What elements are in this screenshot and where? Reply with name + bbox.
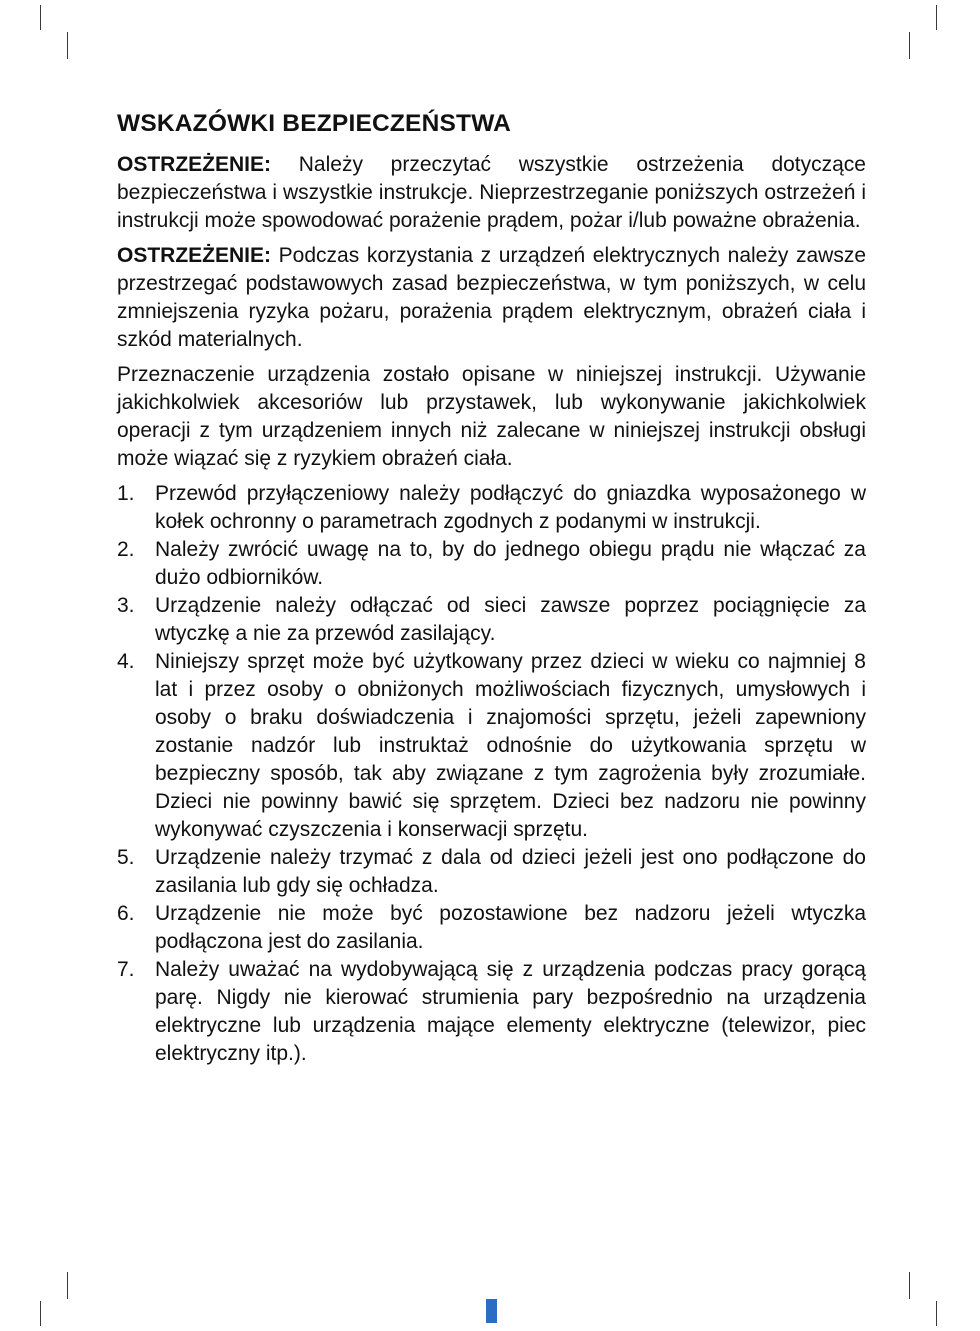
list-item-text: Urządzenie nie może być pozostawione bez nadzoru jeżeli wtyczka podłączona jest do zasilania. bbox=[155, 902, 866, 953]
crop-mark-bottom-left-inner bbox=[67, 1272, 68, 1299]
list-item-number: 7. bbox=[117, 958, 135, 981]
crop-mark-top-right-outer bbox=[936, 5, 937, 30]
crop-mark-top-left-outer bbox=[40, 5, 41, 30]
warning-paragraph-2 bbox=[117, 242, 866, 354]
warning-lead: OSTRZEŻENIE: bbox=[117, 244, 272, 267]
crop-mark-top-right-inner bbox=[909, 32, 910, 59]
list-item-number: 1. bbox=[117, 482, 135, 505]
list-item-text: Niniejszy sprzęt może być użytkowany przez dzieci w wieku co najmniej 8 lat i przez osoby o obniżonych możliwościach fizycznych, umysłowych i osoby o braku doświadczenia i znajomości sprzętu, jeżeli zapewniony zostanie nadzór lub instruktaż odnośnie do użytkowania sprzętu w bezpieczny sposób, tak aby związane z tym zagrożenia były zrozumiałe. Dzieci nie powinny bawić się sprzętem. Dzieci bez nadzoru nie powinny wykonywać czyszczenia i konserwacji sprzętu. bbox=[155, 650, 866, 841]
intro-text: Przeznaczenie urządzenia zostało opisane w niniejszej instrukcji. Używanie jakichkolwiek akcesoriów lub przystawek, lub wykonywanie jakichkolwiek operacji z tym urządzeniem innych niż zalecane w niniejszej instrukcji obsługi może wiązać się z ryzykiem obrażeń ciała. bbox=[117, 363, 866, 470]
list-item bbox=[117, 844, 866, 900]
warning-text: Podczas korzystania z urządzeń elektrycznych należy zawsze przestrzegać podstawowych zasad bezpieczeństwa, w tym poniższych, w celu zmniejszenia ryzyka pożaru, porażenia prądem elektrycznym, obrażeń ciała i szkód materialnych. bbox=[117, 244, 866, 351]
list-item-text: Należy zwrócić uwagę na to, by do jednego obiegu prądu nie włączać za dużo odbiorników. bbox=[155, 538, 866, 589]
list-item bbox=[117, 592, 866, 648]
intro-paragraph bbox=[117, 361, 866, 473]
list-item-number: 6. bbox=[117, 902, 135, 925]
list-item-number: 2. bbox=[117, 538, 135, 561]
safety-instruction-list bbox=[117, 480, 866, 1068]
crop-mark-bottom-right-inner bbox=[909, 1272, 910, 1299]
crop-mark-bottom-right-outer bbox=[936, 1301, 937, 1326]
list-item bbox=[117, 536, 866, 592]
list-item-number: 3. bbox=[117, 594, 135, 617]
list-item bbox=[117, 956, 866, 1068]
text-column bbox=[117, 110, 866, 1068]
list-item-text: Urządzenie należy trzymać z dala od dzieci jeżeli jest ono podłączone do zasilania lub gdy się ochładza. bbox=[155, 846, 866, 897]
registration-mark bbox=[486, 1299, 497, 1323]
list-item-text: Przewód przyłączeniowy należy podłączyć do gniazdka wyposażonego w kołek ochronny o parametrach zgodnych z podanymi w instrukcji. bbox=[155, 482, 866, 533]
warning-lead: OSTRZEŻENIE: bbox=[117, 153, 272, 176]
list-item bbox=[117, 480, 866, 536]
page-title: WSKAZÓWKI BEZPIECZEŃSTWA bbox=[117, 110, 512, 137]
list-item-text: Należy uważać na wydobywającą się z urządzenia podczas pracy gorącą parę. Nigdy nie kierować strumienia pary bezpośrednio na urządzenia elektryczne lub urządzenia mające elementy elektryczne (telewizor, piec elektryczny itp.). bbox=[155, 958, 866, 1065]
warning-paragraph-1 bbox=[117, 151, 866, 235]
list-item-text: Urządzenie należy odłączać od sieci zawsze poprzez pociągnięcie za wtyczkę a nie za przewód zasilający. bbox=[155, 594, 866, 645]
list-item bbox=[117, 900, 866, 956]
warning-text: Należy przeczytać wszystkie ostrzeżenia dotyczące bezpieczeństwa i wszystkie instrukcje. Nieprzestrzeganie poniższych ostrzeżeń i instrukcji może spowodować porażenie prądem, pożar i/lub poważne obrażenia. bbox=[117, 153, 866, 232]
list-item bbox=[117, 648, 866, 844]
list-item-number: 5. bbox=[117, 846, 135, 869]
crop-mark-top-left-inner bbox=[67, 32, 68, 59]
crop-mark-bottom-left-outer bbox=[40, 1301, 41, 1326]
list-item-number: 4. bbox=[117, 650, 135, 673]
